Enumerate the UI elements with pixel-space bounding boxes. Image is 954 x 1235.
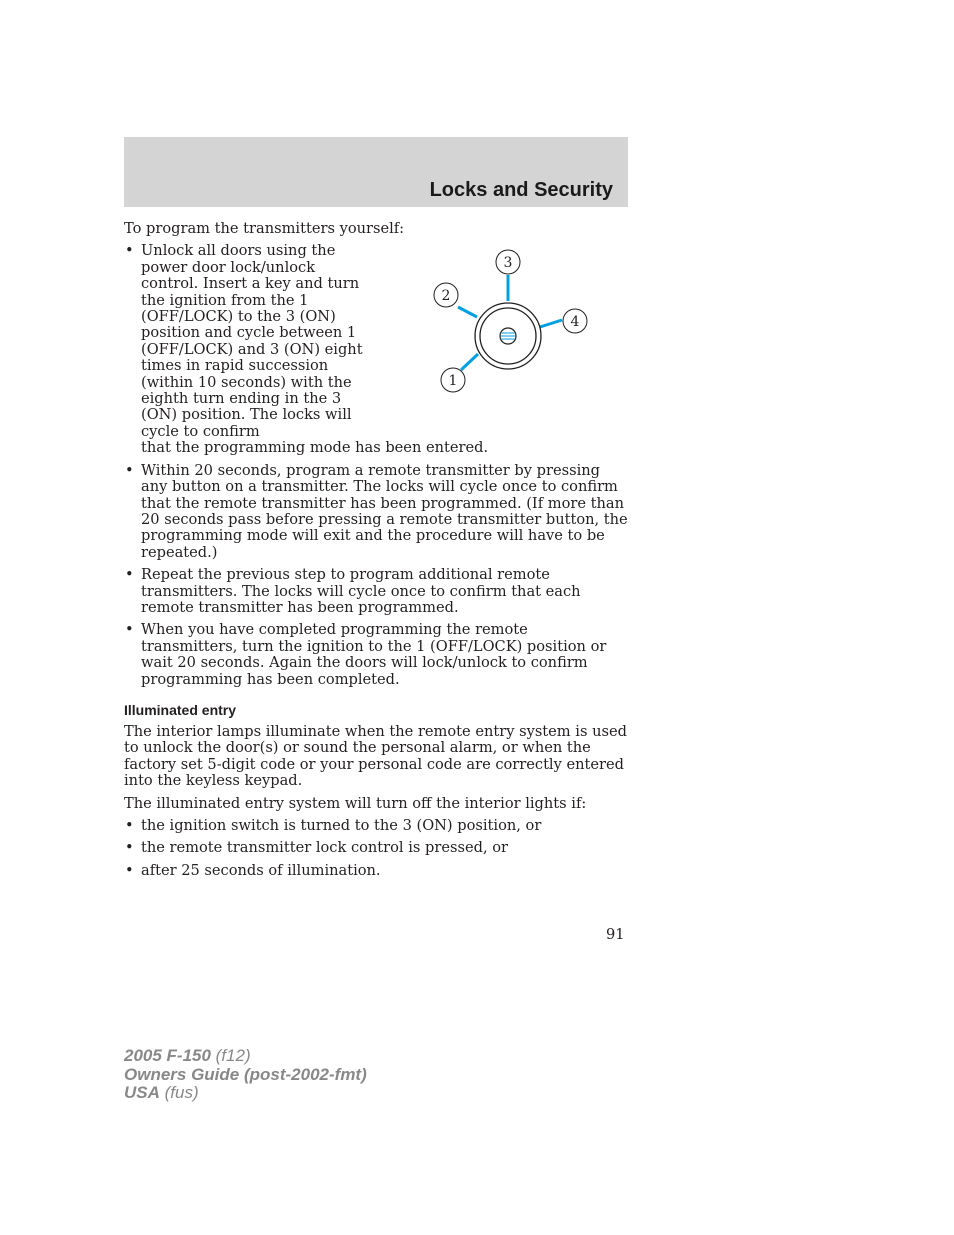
- illuminated-bullet-2: [124, 840, 628, 856]
- step-1-text-end: that the programming mode has been entered.: [141, 439, 489, 457]
- page-number: 91: [606, 926, 625, 943]
- step-2-text: Within 20 seconds, program a remote transmitter by pressing any button on a transmitter. The locks will cycle once to confirm that the remote transmitter has been programmed. (If more than 20 seconds pass before pressing a remote transmitter button, the programming mode will exit and the procedure will have to be repeated.): [141, 461, 628, 561]
- step-3: [124, 567, 628, 616]
- section-header: [124, 137, 628, 207]
- footer-market-code: (fus): [159, 1083, 199, 1102]
- illuminated-para-1: The interior lamps illuminate when the remote entry system is used to unlock the door(s) or sound the personal alarm, or when the factory set 5-digit code or your personal code are correctly entered into the keyless keypad.: [124, 722, 627, 790]
- line-position-2: [458, 307, 477, 317]
- bullet-dot: •: [125, 242, 134, 260]
- illuminated-bullet-1: [124, 818, 628, 834]
- illuminated-bullet-3-text: after 25 seconds of illumination.: [141, 861, 381, 879]
- bullet-dot: •: [125, 461, 134, 479]
- bullet-dot: •: [125, 861, 134, 879]
- footer-line-1: [124, 1047, 367, 1066]
- callout-1-label: 1: [448, 373, 458, 389]
- footer-model: 2005 F-150: [124, 1046, 211, 1065]
- bullet-dot: •: [125, 839, 134, 857]
- callout-2-label: 2: [441, 288, 451, 304]
- ignition-diagram: [428, 248, 598, 398]
- step-4-text: When you have completed programming the remote transmitters, turn the ignition to the 1 (OFF/LOCK) position or wait 20 seconds. Again the doors will lock/unlock to confirm programming has been completed.: [141, 621, 607, 688]
- document-footer: [124, 1047, 367, 1103]
- line-position-1: [461, 354, 478, 370]
- illuminated-para-2: The illuminated entry system will turn off the interior lights if:: [124, 794, 587, 812]
- step-2: [124, 463, 628, 561]
- illuminated-bullet-2-text: the remote transmitter lock control is pressed, or: [141, 839, 508, 857]
- intro-text: To program the transmitters yourself:: [124, 220, 405, 237]
- step-4: [124, 622, 628, 688]
- line-position-4: [540, 320, 562, 327]
- callout-3-label: 3: [503, 255, 513, 271]
- bullet-dot: •: [125, 566, 134, 584]
- footer-market: USA: [124, 1083, 160, 1102]
- illuminated-bullet-3: [124, 863, 628, 879]
- illuminated-bullet-1-text: the ignition switch is turned to the 3 (ON) position, or: [141, 817, 542, 834]
- section-title: Locks and Security: [429, 179, 613, 201]
- bullet-dot: •: [125, 817, 134, 834]
- callout-4-label: 4: [570, 314, 580, 330]
- bullet-dot: •: [125, 621, 134, 639]
- step-3-text: Repeat the previous step to program additional remote transmitters. The locks will cycle once to confirm that each remote transmitter has been programmed.: [141, 566, 581, 616]
- illuminated-entry-heading: Illuminated entry: [124, 701, 237, 718]
- footer-model-code: (f12): [210, 1046, 251, 1065]
- footer-line-2: Owners Guide (post-2002-fmt): [124, 1064, 367, 1084]
- footer-line-3: [124, 1084, 367, 1103]
- step-1-text: Unlock all doors using the power door lock/unlock control. Insert a key and turn the ignition from the 1 (OFF/LOCK) to the 3 (ON) position and cycle between 1 (OFF/LOCK) and 3 (ON) eight times in rapid succession (within 10 seconds) with the eighth turn ending in the 3 (ON) position. The locks will cycle to confirm: [141, 242, 363, 440]
- ignition-lock-cylinder-icon: [475, 303, 541, 369]
